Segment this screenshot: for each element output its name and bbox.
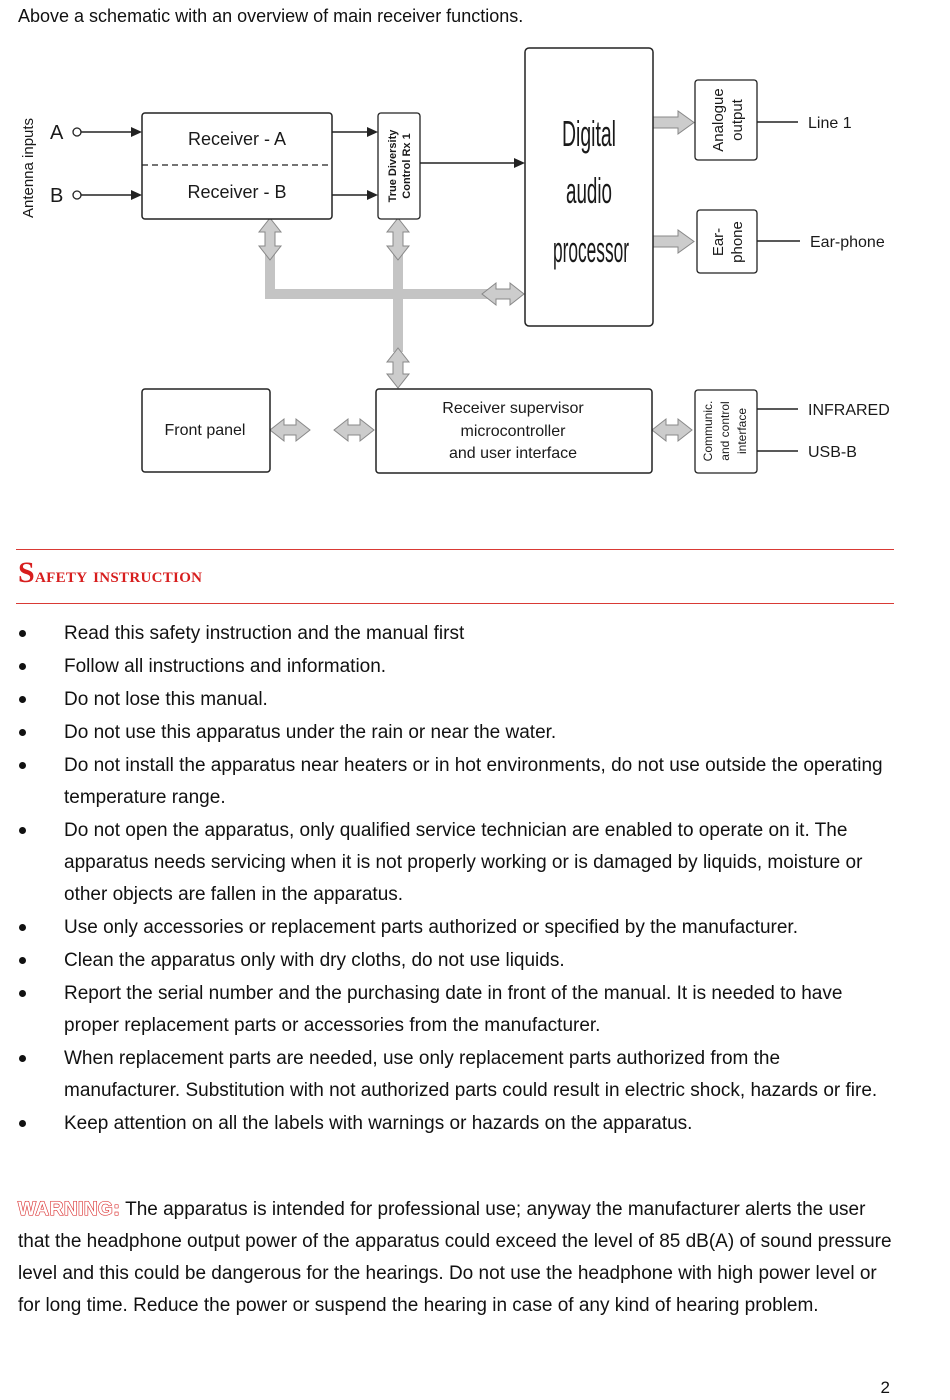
diversity-label-line1: True Diversity (387, 129, 399, 203)
safety-item: Do not use this apparatus under the rain or near the water. (0, 717, 900, 749)
safety-item: Do not lose this manual. (0, 684, 900, 716)
earphone-box (697, 210, 757, 273)
warning-label: WARNING: (18, 1199, 121, 1220)
safety-instruction-heading (18, 556, 202, 590)
page-number: 2 (880, 1378, 890, 1397)
analogue-label-line1: Analogue (710, 88, 727, 152)
dsp-label-line3: processor (553, 229, 630, 270)
safety-item: Use only accessories or replacement parts authorized or specified by the manufacturer. (0, 912, 900, 944)
dsp-label-line1: Digital (562, 113, 616, 154)
safety-item: When replacement parts are needed, use only replacement parts authorized from the manufacturer. Substitution with not authorized parts could result in electric shock, hazards or fire. (0, 1043, 900, 1107)
internal-bus (265, 238, 492, 352)
earphone-output-label: Ear-phone (810, 234, 885, 251)
comm-label-line1: Communic. (701, 400, 715, 462)
dsp-label-line2: audio (566, 170, 612, 211)
comm-label-line3: interface (735, 407, 749, 455)
input-b-label: B (50, 185, 64, 207)
usb-b-label: USB-B (808, 444, 857, 461)
safety-item: Read this safety instruction and the manual first (0, 618, 900, 650)
receiver-b-label: Receiver - B (187, 182, 287, 202)
warning-text: The apparatus is intended for professional use; anyway the manufacturer alerts the user that the headphone output power of the apparatus could exceed the level of 85 dB(A) of sound pressure level and this could be dangerous for the hearings. Do not use the headphone with high power level or for long time. Reduce the power or suspend the hearing in case of any kind of hearing problem. (18, 1199, 892, 1316)
antenna-inputs-label: Antenna inputs (20, 117, 37, 219)
front-panel-label: Front panel (164, 422, 246, 439)
warning-paragraph (18, 1194, 898, 1322)
intro-text: Above a schematic with an overview of main receiver functions. (18, 6, 524, 26)
safety-list (0, 618, 900, 1141)
safety-heading-initial: S (18, 556, 35, 589)
supervisor-label-line1: Receiver supervisor (442, 400, 584, 417)
receiver-a-label: Receiver - A (187, 129, 287, 149)
receiver-schematic (0, 40, 950, 490)
safety-heading-rest: afety instruction (35, 562, 203, 587)
safety-item: Clean the apparatus only with dry cloths, do not use liquids. (0, 945, 900, 977)
section-rule-top (16, 549, 894, 550)
safety-item: Keep attention on all the labels with warnings or hazards on the apparatus. (0, 1108, 900, 1140)
safety-item: Report the serial number and the purchasing date in front of the manual. It is needed to have proper replacement parts or accessories from the manufacturer. (0, 978, 900, 1042)
safety-item: Follow all instructions and information. (0, 651, 900, 683)
diversity-label-line2: Control Rx 1 (401, 133, 413, 199)
safety-item: Do not open the apparatus, only qualified service technician are enabled to operate on it. The apparatus needs servicing when it is not properly working or is damaged by liquids, moisture or other objects are fallen in the apparatus. (0, 815, 900, 911)
earphone-label-line2: phone (729, 221, 746, 263)
supervisor-label-line3: and user interface (448, 445, 578, 462)
line-1-label: Line 1 (808, 115, 852, 132)
safety-item: Do not install the apparatus near heaters or in hot environments, do not use outside the operating temperature range. (0, 750, 900, 814)
section-rule-bottom (16, 603, 894, 604)
infrared-label: INFRARED (808, 402, 890, 419)
supervisor-label-line2: microcontroller (460, 423, 566, 440)
input-a-label: A (50, 122, 64, 144)
earphone-label-line1: Ear- (710, 227, 727, 257)
true-diversity-box (378, 113, 420, 219)
comm-label-line2: and control (718, 401, 732, 461)
analogue-label-line2: output (729, 99, 746, 141)
